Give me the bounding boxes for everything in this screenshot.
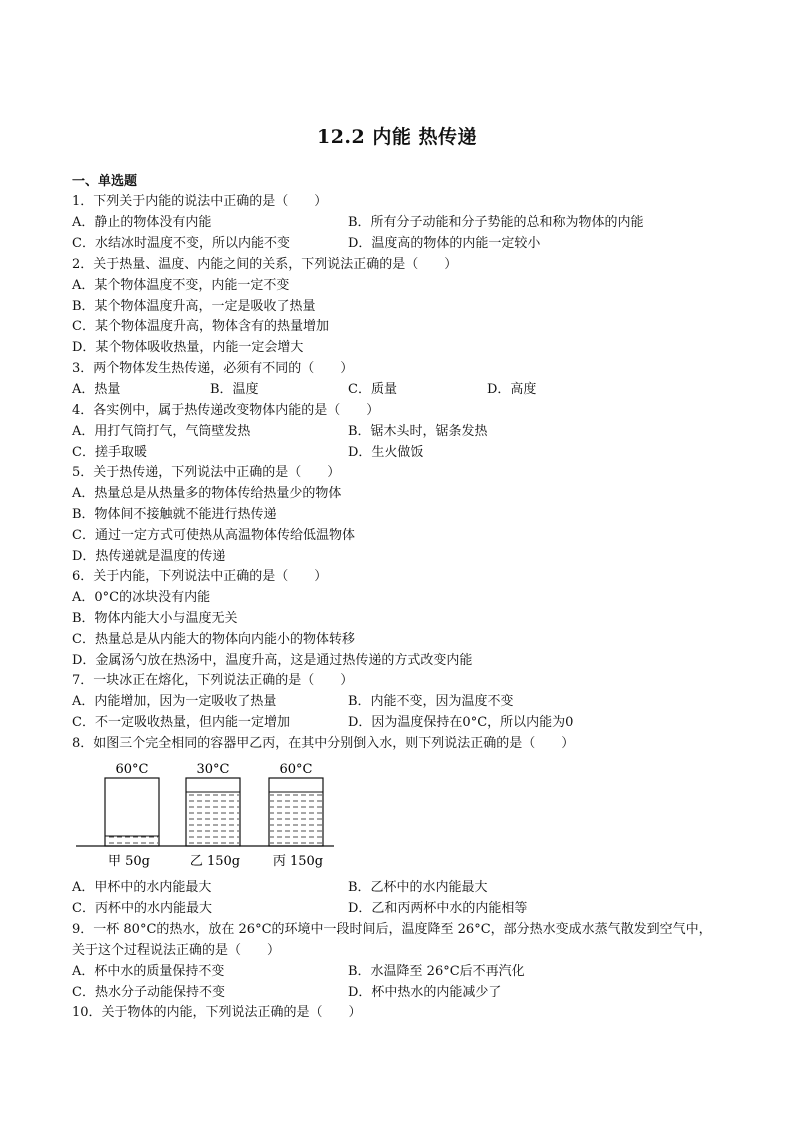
q2-option-c[interactable]: C．某个物体温度升高，物体含有的热量增加	[72, 319, 329, 334]
question-10-stem: 10．关于物体的内能，下列说法正确的是（ ）	[72, 1005, 362, 1020]
question-3-stem: 3．两个物体发生热传递，必须有不同的（ ）	[72, 361, 354, 376]
q3-option-b[interactable]: B．温度	[210, 382, 259, 397]
cup-1-label: 甲 50g	[108, 854, 150, 869]
question-9-stem: 9．一杯 80°C的热水，放在 26°C的环境中一段时间后，温度降至 26°C，部分热水变成水蒸气散发到空气中，	[72, 922, 712, 937]
q9-option-c[interactable]: C．热水分子动能保持不变	[72, 985, 225, 1000]
q9-option-a[interactable]: A．杯中水的质量保持不变	[72, 964, 225, 979]
q3-option-d[interactable]: D．高度	[487, 382, 537, 397]
question-4-stem: 4．各实例中，属于热传递改变物体内能的是（ ）	[72, 403, 380, 418]
cup-jia	[105, 778, 159, 846]
q7-option-d[interactable]: D．因为温度保持在0°C，所以内能为0	[348, 715, 574, 730]
q5-option-b[interactable]: B．物体间不接触就不能进行热传递	[72, 507, 277, 522]
q8-option-b[interactable]: B．乙杯中的水内能最大	[348, 880, 488, 895]
q8-option-d[interactable]: D．乙和丙两杯中水的内能相等	[348, 901, 528, 916]
cup-bing	[269, 778, 323, 846]
q9-option-d[interactable]: D．杯中热水的内能减少了	[348, 985, 502, 1000]
cup-2-temp: 30°C	[196, 762, 230, 777]
q4-option-a[interactable]: A．用打气筒打气，气筒壁发热	[72, 424, 251, 439]
cup-yi	[186, 778, 240, 846]
cup-3-temp: 60°C	[279, 762, 313, 777]
q2-option-a[interactable]: A．某个物体温度不变，内能一定不变	[72, 278, 290, 293]
cup-yi-water	[187, 792, 239, 846]
q6-option-d[interactable]: D．金属汤勺放在热汤中，温度升高，这是通过热传递的方式改变内能	[72, 653, 473, 668]
question-5-stem: 5．关于热传递，下列说法中正确的是（ ）	[72, 465, 341, 480]
q6-option-b[interactable]: B．物体内能大小与温度无关	[72, 611, 238, 626]
q4-option-c[interactable]: C．搓手取暖	[72, 445, 147, 460]
section-heading: 一、单选题	[72, 174, 138, 189]
q1-option-b[interactable]: B．所有分子动能和分子势能的总和称为物体的内能	[348, 215, 644, 230]
page-title: 12.2 内能 热传递	[316, 126, 477, 148]
q3-option-c[interactable]: C．质量	[348, 382, 397, 397]
q5-option-c[interactable]: C．通过一定方式可使热从高温物体传给低温物体	[72, 528, 355, 543]
q6-option-a[interactable]: A．0°C的冰块没有内能	[72, 590, 211, 605]
cup-1-temp: 60°C	[115, 762, 149, 777]
q8-option-a[interactable]: A．甲杯中的水内能最大	[72, 880, 212, 895]
q3-option-a[interactable]: A．热量	[72, 382, 121, 397]
question-6-stem: 6．关于内能，下列说法中正确的是（ ）	[72, 569, 328, 584]
q7-option-c[interactable]: C．不一定吸收热量，但内能一定增加	[72, 715, 290, 730]
cup-2-label: 乙 150g	[189, 854, 241, 869]
q4-option-d[interactable]: D．生火做饭	[348, 445, 424, 460]
three-cups-figure	[76, 756, 336, 872]
q6-option-c[interactable]: C．热量总是从内能大的物体向内能小的物体转移	[72, 632, 355, 647]
cup-jia-water	[106, 836, 158, 846]
q1-option-a[interactable]: A．静止的物体没有内能	[72, 215, 212, 230]
q7-option-a[interactable]: A．内能增加，因为一定吸收了热量	[72, 694, 277, 709]
q4-option-b[interactable]: B．锯木头时，锯条发热	[348, 424, 488, 439]
q5-option-a[interactable]: A．热量总是从热量多的物体传给热量少的物体	[72, 486, 342, 501]
q2-option-d[interactable]: D．某个物体吸收热量，内能一定会增大	[72, 340, 304, 355]
question-7-stem: 7．一块冰正在熔化，下列说法正确的是（ ）	[72, 673, 354, 688]
cup-bing-water	[270, 792, 322, 846]
cup-3-label: 丙 150g	[272, 854, 324, 869]
q2-option-b[interactable]: B．某个物体温度升高，一定是吸收了热量	[72, 299, 316, 314]
q8-option-c[interactable]: C．丙杯中的水内能最大	[72, 901, 212, 916]
q9-option-b[interactable]: B．水温降至 26°C后不再汽化	[348, 964, 525, 979]
question-1-stem: 1．下列关于内能的说法中正确的是（ ）	[72, 194, 328, 209]
question-8-stem: 8．如图三个完全相同的容器甲乙丙，在其中分别倒入水，则下列说法正确的是（ ）	[72, 736, 575, 751]
question-2-stem: 2．关于热量、温度、内能之间的关系，下列说法正确的是（ ）	[72, 257, 458, 272]
q1-option-c[interactable]: C．水结冰时温度不变，所以内能不变	[72, 236, 290, 251]
question-9-stem-cont: 关于这个过程说法正确的是（ ）	[72, 943, 281, 958]
q1-option-d[interactable]: D．温度高的物体的内能一定较小	[348, 236, 541, 251]
q7-option-b[interactable]: B．内能不变，因为温度不变	[348, 694, 514, 709]
q5-option-d[interactable]: D．热传递就是温度的传递	[72, 549, 226, 564]
